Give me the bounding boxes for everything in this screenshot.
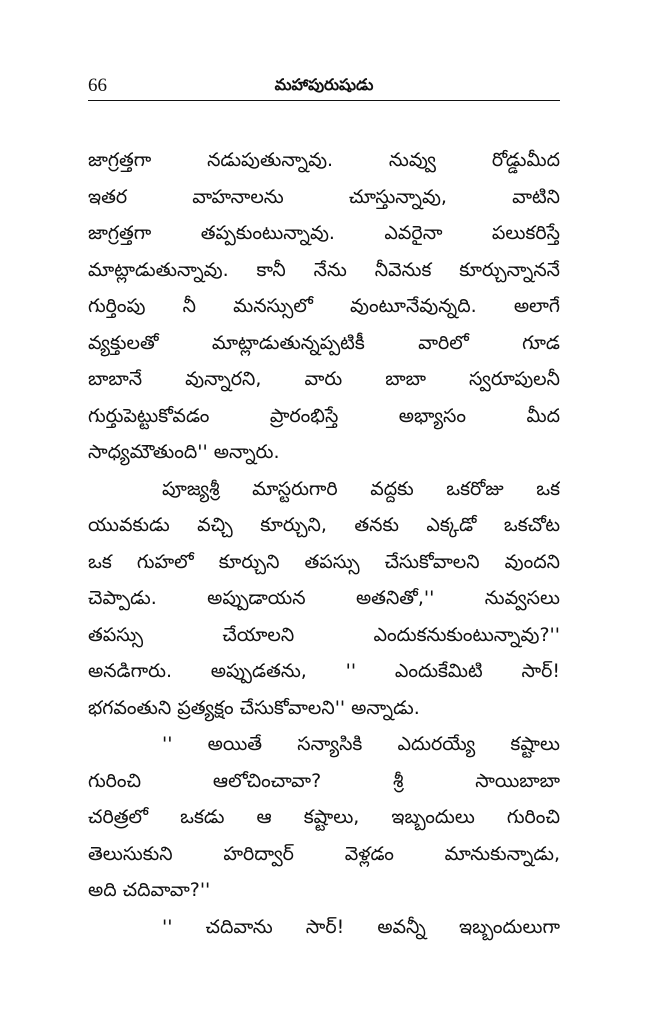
text-line: యువకుడు వచ్చి కూర్చుని, తనకు ఎక్కడో ఒకచోట [88, 514, 560, 536]
text-line: ఒక గుహలో కూర్చుని తపస్సు చేసుకోవాలని వుందని [88, 550, 560, 573]
text-line: గుర్తుపెట్టుకోవడం ప్రారంభిస్తే అభ్యాసం మీద [88, 404, 560, 427]
text-line: భగవంతుని ప్రత్యక్షం చేసుకోవాలని'' అన్నాడు. [88, 696, 420, 719]
text-line: '' చదివాను సార్! అవన్నీ ఇబ్బందులుగా [162, 915, 560, 938]
page-number: 66 [88, 75, 107, 96]
text-line: గురించి ఆలోచించావా? శ్రీ సాయిబాబా [88, 769, 560, 792]
text-line: మాట్లాడుతున్నావు. కానీ నేను నీవెనుక కూర్చున్నాననే [88, 258, 560, 281]
body-text [88, 142, 560, 945]
text-line: చరిత్రలో ఒకడు ఆ కష్టాలు, ఇబ్బందులు గురించి [88, 806, 560, 828]
text-line: తపస్సు చేయాలని ఎందుకనుకుంటున్నావు?'' [88, 623, 560, 646]
page-header [88, 72, 560, 98]
text-line: అనడిగారు. అప్పుడతను, '' ఎందుకేమిటి సార్! [88, 660, 560, 682]
text-line: వ్యక్తులతో మాట్లాడుతున్నప్పటికీ వారిలో గూడ [88, 331, 560, 354]
text-line: జాగ్రత్తగా నడుపుతున్నావు. నువ్వు రోడ్డుమీద [88, 149, 560, 171]
text-line: తెలుసుకుని హరిద్వార్ వెళ్లడం మానుకున్నాడు, [88, 842, 560, 865]
text-line: సాధ్యమౌతుంది'' అన్నారు. [88, 441, 280, 463]
text-line: బాబానే వున్నారని, వారు బాబా స్వరూపులనీ [88, 368, 560, 390]
running-title: మహాపురుషుడు [274, 75, 374, 94]
text-line: పూజ్యశ్రీ మాస్టరుగారి వద్దకు ఒకరోజు ఒక [162, 477, 560, 500]
header-rule [88, 100, 560, 101]
text-line: ఇతర వాహనాలను చూస్తున్నావు, వాటిని [88, 185, 560, 208]
text-line: గుర్తింపు నీ మనస్సులో వుంటూనేవున్నది. అలాగే [88, 295, 560, 317]
text-line: అది చదివావా?'' [88, 879, 211, 901]
text-line: '' అయితే సన్యాసికి ఎదురయ్యే కష్టాలు [162, 733, 560, 755]
text-line: జాగ్రత్తగా తప్పకుంటున్నావు. ఎవరైనా పలుకరిస్తే [88, 222, 560, 244]
text-line: చెప్పాడు. అప్పుడాయన అతనితో,'' నువ్వసలు [88, 587, 560, 609]
